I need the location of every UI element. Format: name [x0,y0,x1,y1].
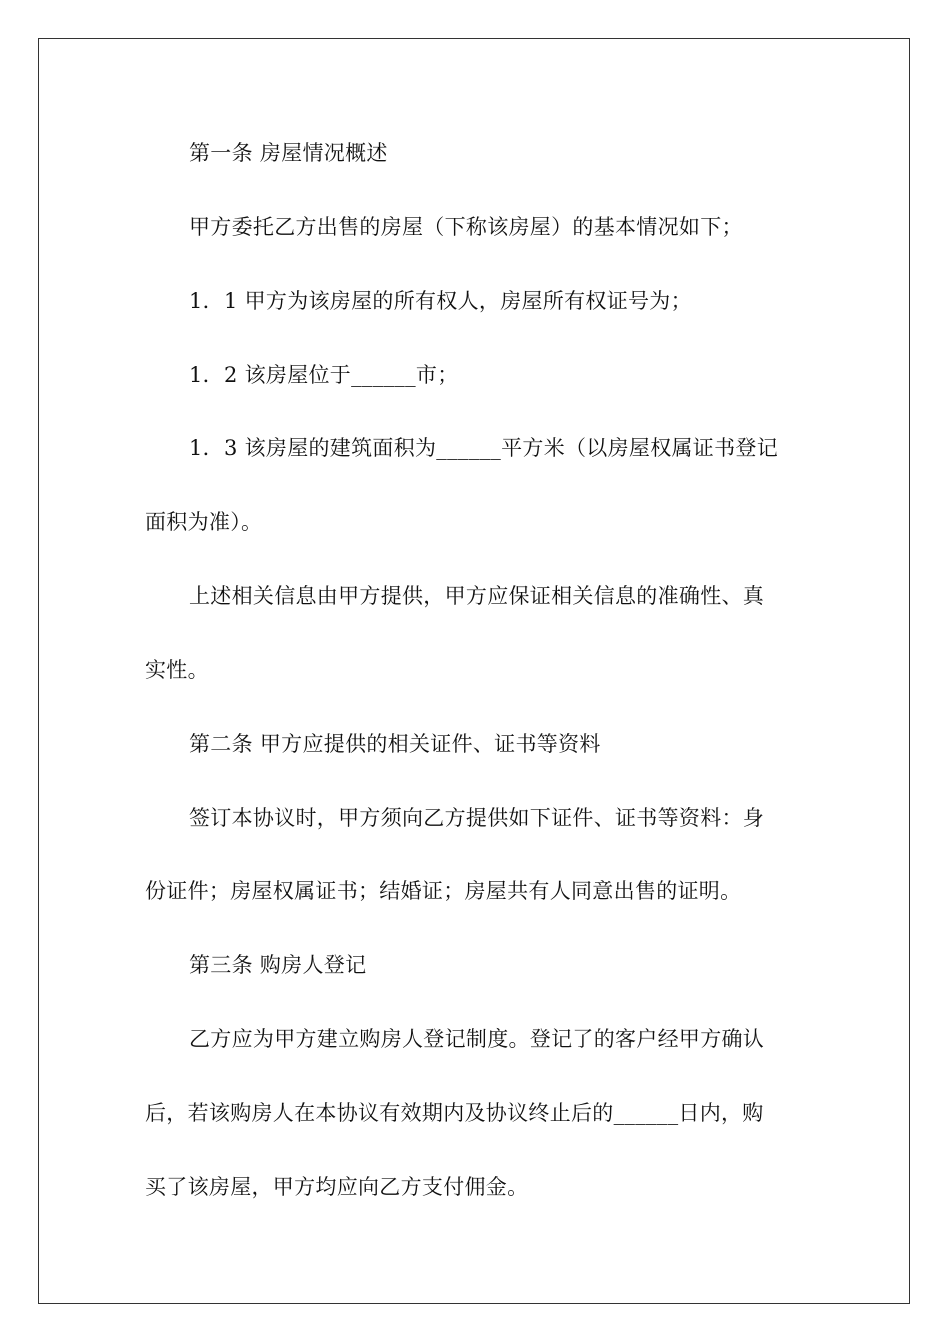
article-2-heading: 第二条 甲方应提供的相关证件、证书等资料 [189,732,601,756]
paragraph-line: 买了该房屋，甲方均应向乙方支付佣金。 [145,1175,529,1199]
paragraph-line: 实性。 [145,658,209,682]
paragraph-line: 甲方委托乙方出售的房屋（下称该房屋）的基本情况如下； [189,215,743,239]
paragraph-line: 面积为准）。 [145,510,263,534]
paragraph-line: 后，若该购房人在本协议有效期内及协议终止后的______日内，购 [145,1101,764,1125]
article-1-heading: 第一条 房屋情况概述 [189,141,388,165]
clause-1-2: 1．2 该房屋位于______市； [189,363,459,387]
article-3-heading: 第三条 购房人登记 [189,953,367,977]
paragraph-line: 签订本协议时，甲方须向乙方提供如下证件、证书等资料：身 [189,806,765,830]
paragraph-line: 上述相关信息由甲方提供，甲方应保证相关信息的准确性、真 [189,584,765,608]
paragraph-line: 份证件；房屋权属证书；结婚证；房屋共有人同意出售的证明。 [145,879,742,903]
paragraph-line: 乙方应为甲方建立购房人登记制度。登记了的客户经甲方确认 [189,1027,765,1051]
clause-1-1: 1．1 甲方为该房屋的所有权人，房屋所有权证号为； [189,289,692,313]
clause-1-3: 1．3 该房屋的建筑面积为______平方米（以房屋权属证书登记 [189,436,778,460]
